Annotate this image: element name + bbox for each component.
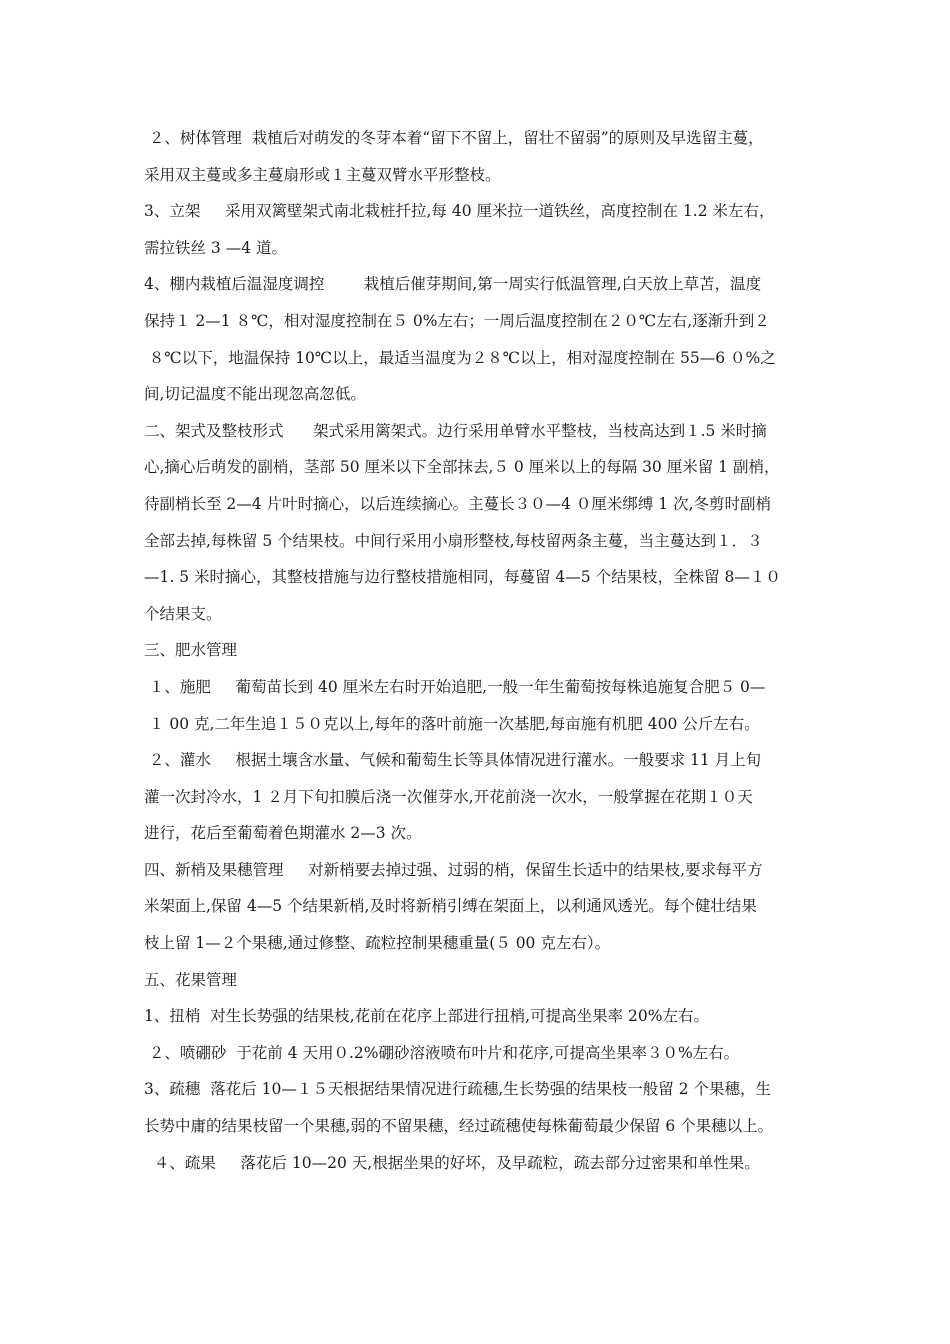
text-line: 灌一次封冷水，1 ２月下旬扣膜后浇一次催芽水,开花前浇一次水，一般掌握在花期１０天 <box>144 787 753 806</box>
text-line: １ 00 克,二年生追１５０克以上,每年的落叶前施一次基肥,每亩施有机肥 400 公斤左右。 <box>144 714 760 733</box>
section-heading: 五、花果管理 <box>144 970 238 989</box>
text-line: 长势中庸的结果枝留一个果穗,弱的不留果穗，经过疏穗使每株葡萄最少保留 6 个果穗以上。 <box>144 1117 774 1136</box>
text-line: １、施肥 葡萄苗长到 40 厘米左右时开始追肥,一般一年生葡萄按每株追施复合肥５ 0— <box>144 677 766 696</box>
text-line: ２、喷硼砂 于花前 4 天用０.2%硼砂溶液喷布叶片和花序,可提高坐果率３０%左右。 <box>144 1043 740 1062</box>
text-line: 四、新梢及果穗管理 对新梢要去掉过强、过弱的梢，保留生长适中的结果枝,要求每平方 <box>144 860 763 879</box>
text-line: ４、疏果 落花后 10—20 天,根据坐果的好坏，及早疏粒，疏去部分过密果和单性果。 <box>144 1153 760 1172</box>
text-line: 采用双主蔓或多主蔓扇形或１主蔓双臂水平形整枝。 <box>144 165 501 184</box>
text-line: —1. 5 米时摘心，其整枝措施与边行整枝措施相同，每蔓留 4—5 个结果枝，全株留 8—１０ <box>144 568 781 587</box>
text-line: 3、立架 采用双篱壁架式南北栽桩扦拉,每 40 厘米拉一道铁丝，高度控制在 1.2 米左右， <box>144 202 775 221</box>
section-heading: 三、肥水管理 <box>144 641 238 660</box>
text-line: 需拉铁丝 3 —4 道。 <box>144 238 288 257</box>
text-line: 米架面上,保留 4—5 个结果新梢,及时将新梢引缚在架面上，以利通风透光。每个健壮结果 <box>144 897 757 916</box>
text-line: ８℃以下，地温保持 10℃以上，最适当温度为２８℃以上，相对湿度控制在 55—6 ０%之 <box>144 348 776 367</box>
text-line: 个结果支。 <box>144 604 222 623</box>
text-line: ２、树体管理 栽植后对萌发的冬芽本着“留下不留上，留壮不留弱”的原则及早选留主蔓， <box>144 129 764 147</box>
text-line: 3、疏穗 落花后 10—１５天根据结果情况进行疏穗,生长势强的结果枝一般留 2 个果穗，生 <box>144 1080 772 1099</box>
document-body <box>144 120 824 1181</box>
text-line: ２、灌水 根据土壤含水量、气候和葡萄生长等具体情况进行灌水。一般要求 11 月上旬 <box>144 751 762 770</box>
text-line: 间,切记温度不能出现忽高忽低。 <box>144 385 366 404</box>
text-line: 二、架式及整枝形式 架式采用篱架式。边行采用单臂水平整枝，当枝高达到１.5 米时摘 <box>144 421 767 440</box>
text-line: 保持１ 2—1 ８℃，相对湿度控制在５ 0%左右；一周后温度控制在２０℃左右,逐渐升到２ <box>144 311 770 330</box>
text-line: 1、扭梢 对生长势强的结果枝,花前在花序上部进行扭梢,可提高坐果率 20%左右。 <box>144 1007 709 1026</box>
text-line: 进行，花后至葡萄着色期灌水 2—3 次。 <box>144 824 422 843</box>
text-line: 全部去掉,每株留 5 个结果枝。中间行采用小扇形整枝,每枝留两条主蔓，当主蔓达到１．３ <box>144 531 763 550</box>
text-line: 4、棚内栽植后温湿度调控 栽植后催芽期间,第一周实行低温管理,白天放上草苫，温度 <box>144 275 762 294</box>
text-line: 待副梢长至 2—4 片叶时摘心，以后连续摘心。主蔓长３０—4 ０厘米绑缚 1 次,冬剪时副梢 <box>144 494 772 513</box>
text-line: 枝上留 1—２个果穗,通过修整、疏粒控制果穗重量(５ 00 克左右）。 <box>144 934 611 953</box>
text-line: 心,摘心后萌发的副梢，茎部 50 厘米以下全部抹去,５ 0 厘米以上的每隔 30 厘米留 1 副梢， <box>144 458 780 477</box>
